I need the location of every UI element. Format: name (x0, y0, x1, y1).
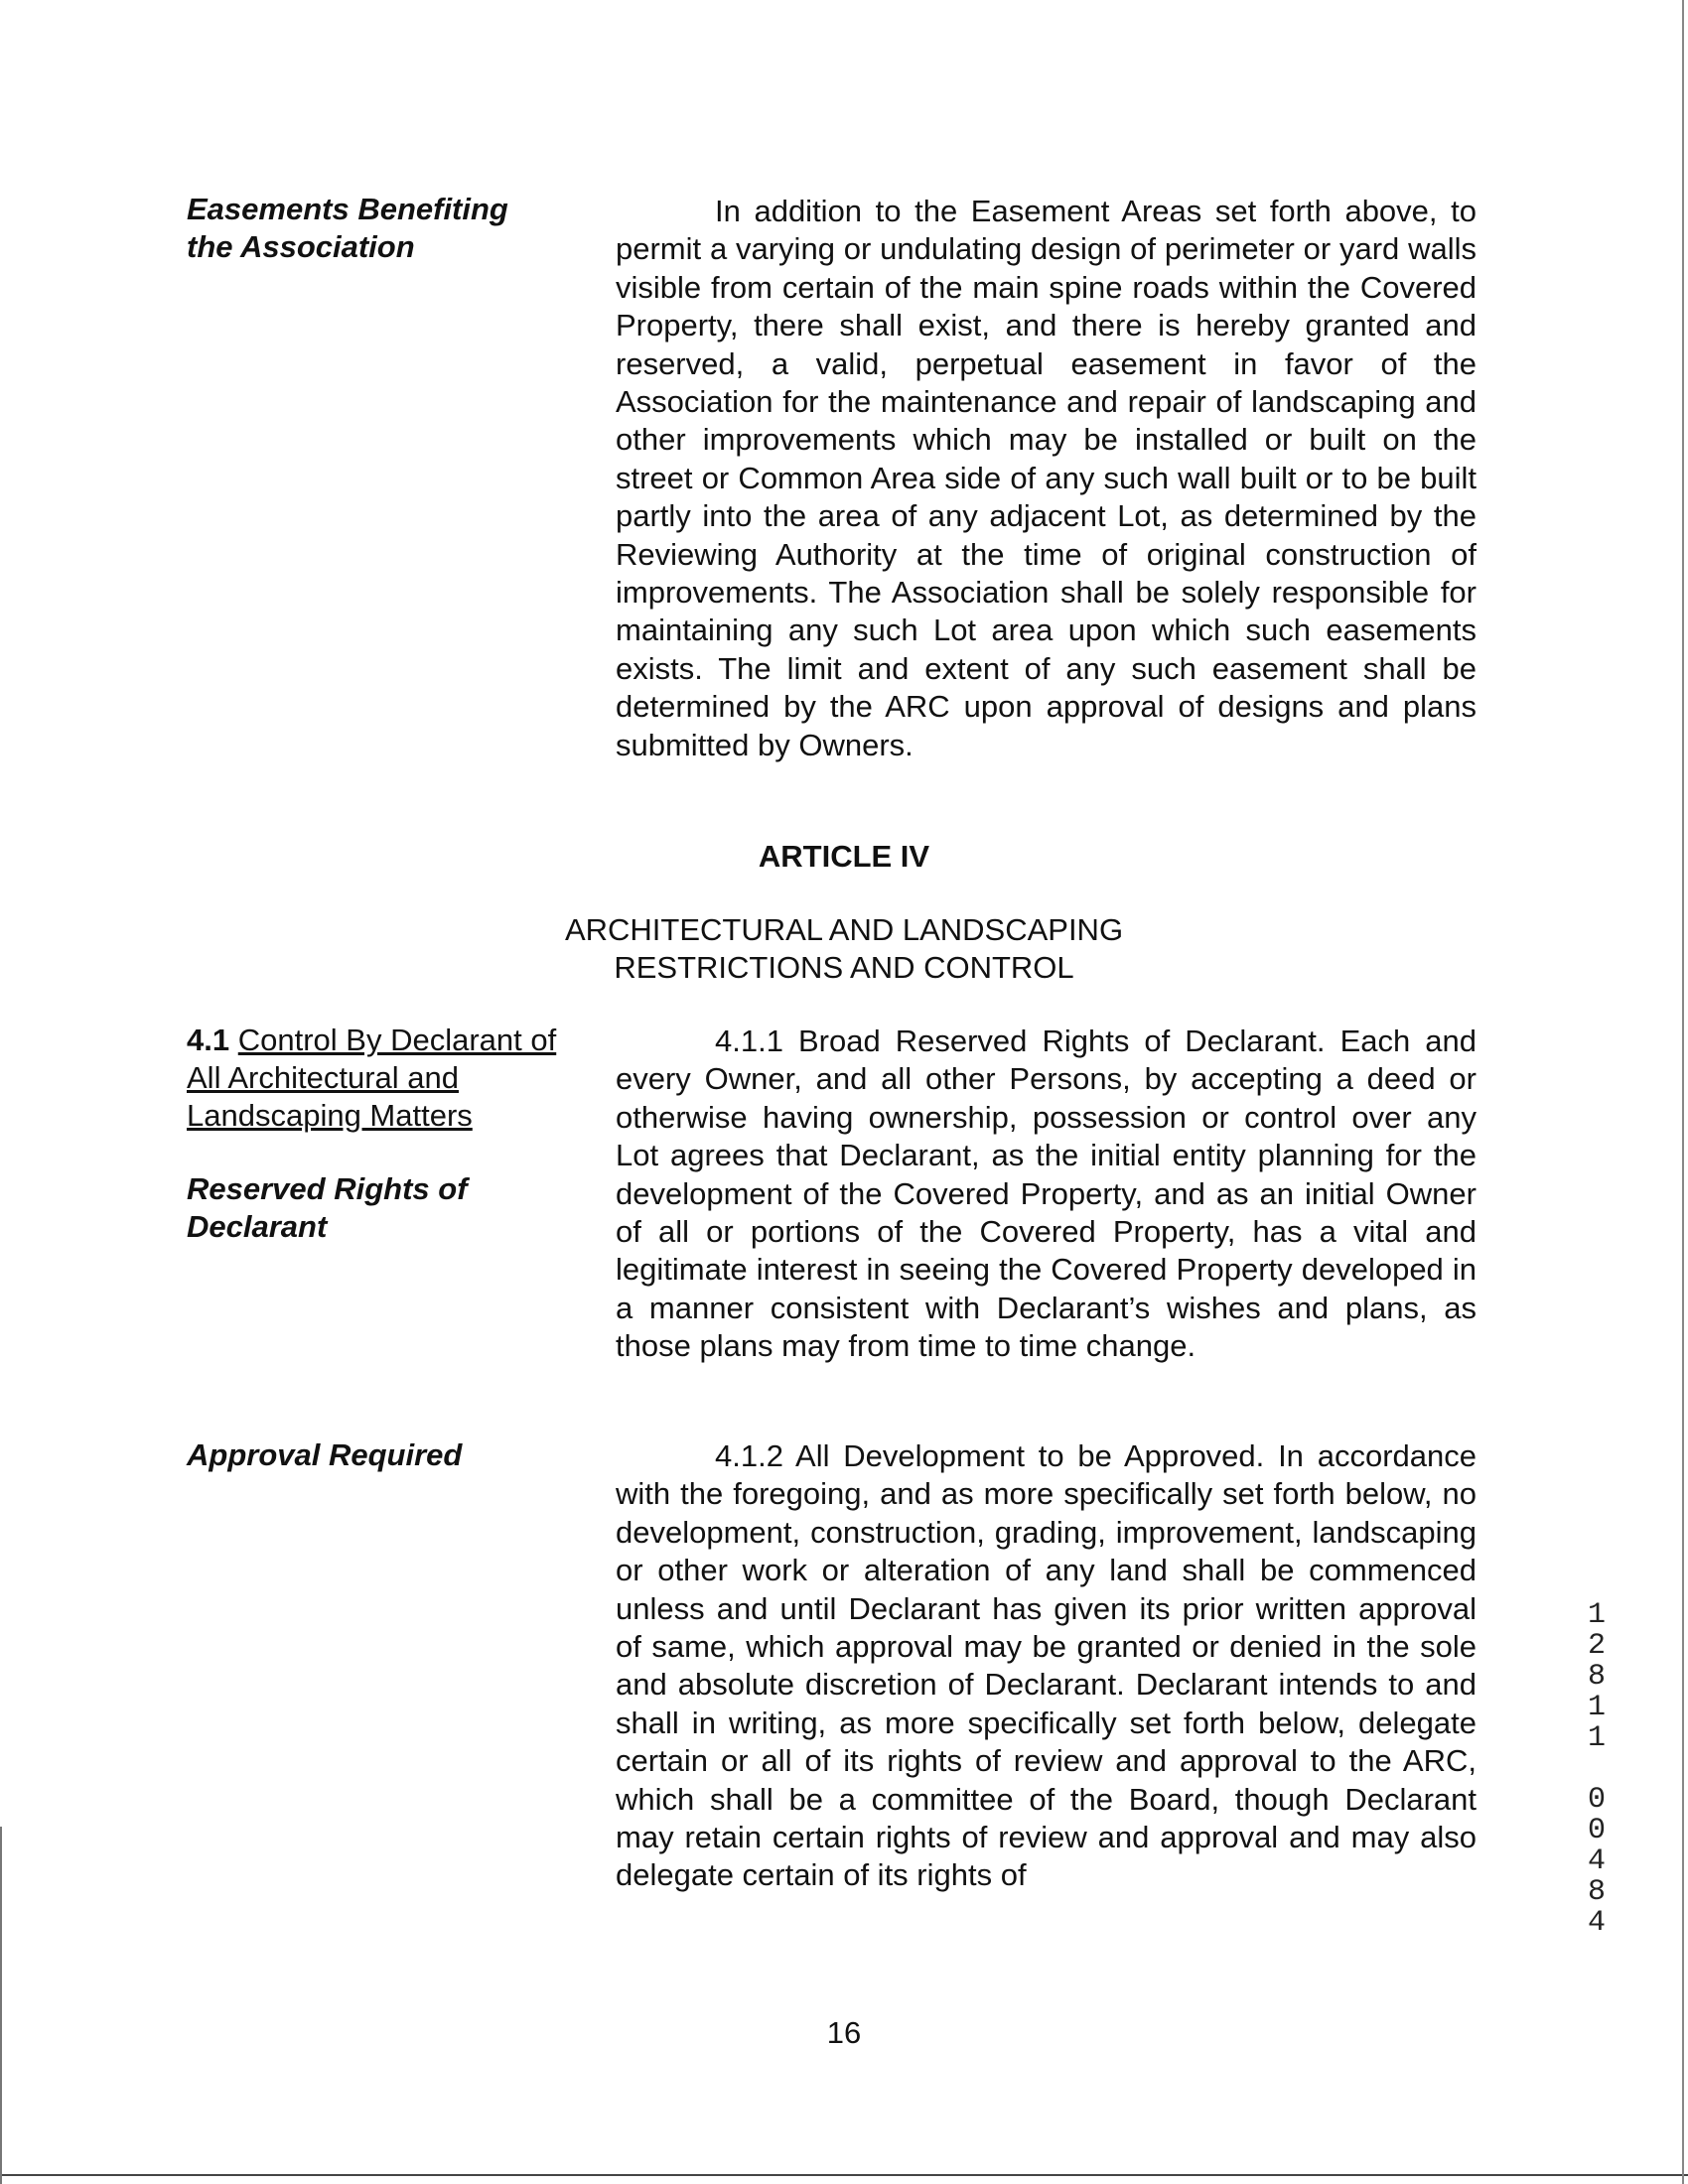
side-heading-easements (187, 191, 604, 266)
right-scan-edge (1682, 0, 1684, 2184)
side-heading-easements-line1: Easements Benefiting (187, 192, 508, 226)
left-scan-edge (0, 1827, 2, 2184)
reserved-rights-line2: Declarant (187, 1209, 328, 1244)
easements-paragraph: In addition to the Easement Areas set forth above, to permit a varying or undulating design of perimeter or yard walls visible from certain of the main spine roads within the Covered Property, there shall exist, and there is hereby granted and reserved, a valid, perpetual easement in favor of the Association for the maintenance and repair of landscaping and other improvements which may be installed or built on the street or Common Area side of any such wall built or to be built partly into the area of any adjacent Lot, as determined by the Reviewing Authority at the time of original construction of improvements. The Association shall be solely responsible for maintaining any such Lot area upon which such easements exists. The limit and extent of any such easement shall be determined by the ARC upon approval of designs and plans submitted by Owners. (616, 194, 1477, 762)
stamp-char: 0 (1587, 1814, 1606, 1847)
section-4-1-heading (187, 1022, 604, 1135)
page-number: 16 (826, 2015, 862, 2050)
side-heading-reserved-rights (187, 1170, 604, 1246)
stamp-char: 4 (1587, 1906, 1606, 1940)
stamp-char: 1 (1587, 1598, 1606, 1632)
article-title (0, 911, 1688, 987)
stamp-char: 0 (1587, 1783, 1606, 1817)
section-4-1-2-paragraph: 4.1.2 All Development to be Approved. In accordance with the foregoing, and as more specifically set forth below, no development, construction, grading, improvement, landscaping or other work or alteration of any land shall be commenced unless and until Declarant has given its prior written approval of same, which approval may be granted or denied in the sole and absolute discretion of Declarant. Declarant intends to and shall in writing, as more specifically set forth below, delegate certain or all of its rights of review and approval to the ARC, which shall be a committee of the Board, though Declarant may retain certain rights of review and approval and may also delegate certain of its rights of (616, 1438, 1477, 1893)
bottom-scan-edge (0, 2174, 1688, 2176)
easements-body (616, 193, 1477, 764)
article-title-line2: RESTRICTIONS AND CONTROL (614, 950, 1074, 985)
side-heading-easements-line2: the Association (187, 229, 415, 264)
stamp-char: 4 (1587, 1844, 1606, 1878)
section-number: 4.1 (187, 1023, 230, 1057)
section-heading-line3: Landscaping Matters (187, 1098, 473, 1133)
section-4-1-2-body (616, 1437, 1477, 1895)
stamp-char: 8 (1587, 1660, 1606, 1694)
article-label: ARTICLE IV (758, 839, 930, 874)
article-title-line1: ARCHITECTURAL AND LANDSCAPING (564, 912, 1124, 947)
section-4-1-1-body (616, 1023, 1477, 1366)
side-heading-approval-required: Approval Required (187, 1437, 463, 1472)
section-4-1-1-paragraph: 4.1.1 Broad Reserved Rights of Declarant. Each and every Owner, and all other Persons, by accepting a deed or otherwise having ownership, possession or control over any Lot agrees that Declarant, as the initial entity planning for the development of the Covered Property, and as an initial Owner of all or portions of the Covered Property, has a vital and legitimate interest in seeing the Covered Property developed in a manner consistent with Declarant’s wishes and plans, as those plans may from time to time change. (616, 1024, 1477, 1364)
stamp-char: 8 (1587, 1875, 1606, 1909)
reserved-rights-line1: Reserved Rights of (187, 1171, 468, 1206)
stamp-char: 1 (1587, 1691, 1606, 1724)
stamp-char: 1 (1587, 1721, 1606, 1755)
recording-stamp (1585, 1600, 1609, 1939)
stamp-char (1585, 1754, 1609, 1785)
section-heading-line1: Control By Declarant of (237, 1023, 557, 1057)
section-heading-line2: All Architectural and (187, 1060, 459, 1095)
stamp-char: 2 (1587, 1629, 1606, 1663)
